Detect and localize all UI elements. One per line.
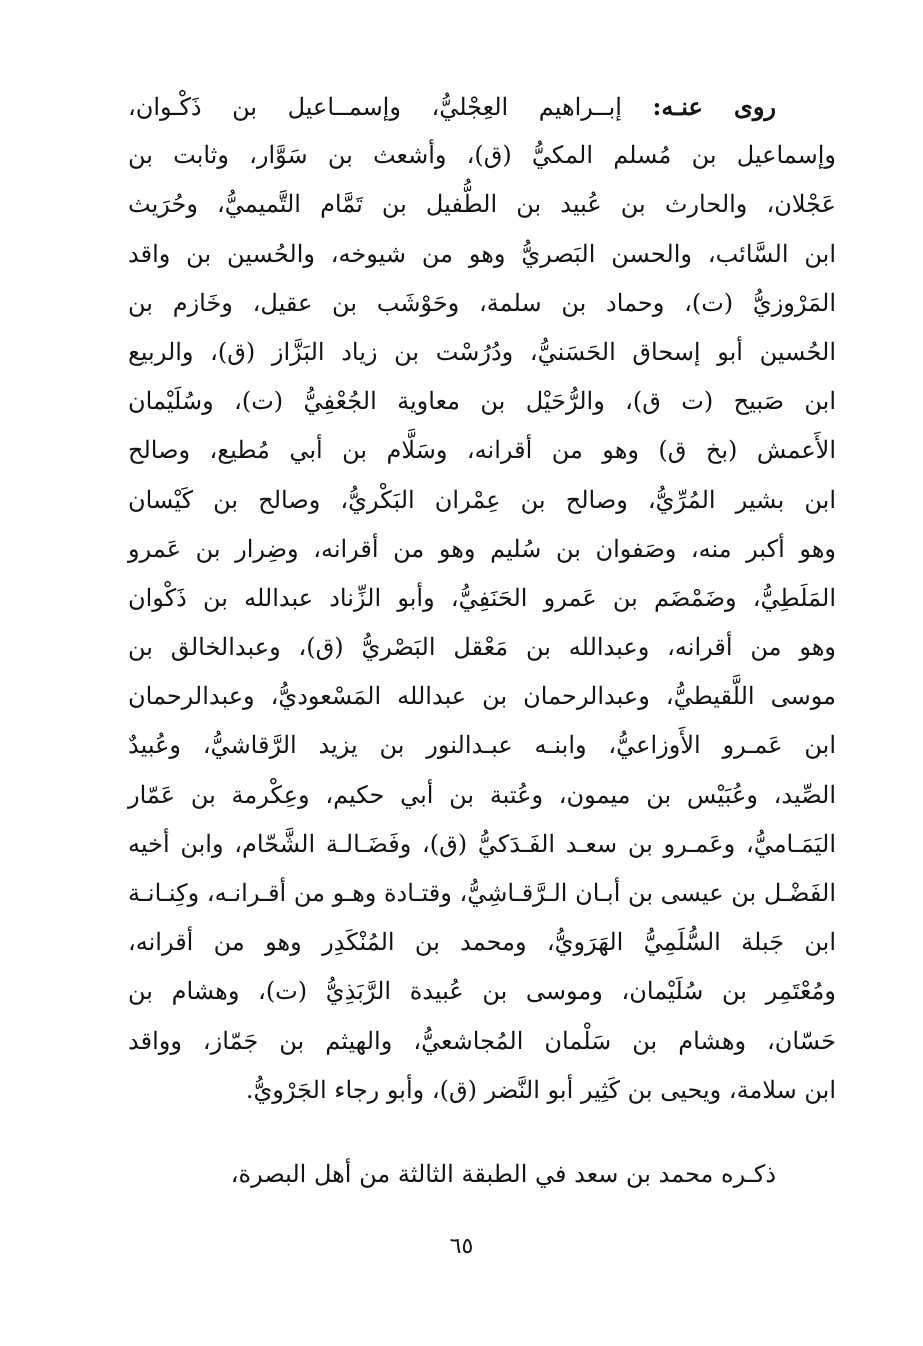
paragraph-line: ابن عَمـرو الأَوزاعيُّ، وابنـه عبـدالنور بن يزيد الرَّقاشيُّ، وعُبيدٌ — [128, 731, 836, 760]
paragraph-line: موسى اللَّقيطيُّ، وعبدالرحمان بن عبدالله المَسْعوديُّ، وعبدالرحمان — [128, 682, 836, 711]
line-text: إبــراهيم العِجْليُّ، وإسمــاعيل بن ذَكْـوان، — [128, 93, 653, 121]
paragraph-line: اليَمَـاميُّ، وعَمـرو بن سعـد الفَـدَكيُّ (ق)، وفَضَـالـة الشَّحّام، وابن أخيه — [128, 829, 836, 858]
paragraph-line-last: ابن سلامة، ويحيى بن كَثِير أبو النَّضر (ق)، وأبو رجاء الجَرْويُّ. — [245, 1075, 836, 1104]
paragraph-line: الأَعمش (بخ ق) وهو من أقرانه، وسَلَّام بن أبي مُطيع، وصالح — [128, 436, 836, 465]
paragraph-line: ذكـره محمد بن سعد في الطبقة الثالثة من أهل البصرة، — [230, 1160, 776, 1188]
paragraph-line: المَلَطِيُّ، وضَمْضَم بن عَمرو الحَنَفِيُّ، وأبو الزِّناد عبدالله بن ذَكْوان — [128, 583, 836, 612]
paragraph-line: وإسماعيل بن مُسلم المكيُّ (ق)، وأشعث بن سَوَّار، وثابت بن — [128, 141, 836, 170]
paragraph-line: حَسّان، وهشام بن سَلْمان المُجاشعيُّ، والهيثم بن جَمّاز، وواقد — [128, 1026, 836, 1055]
paragraph-line: ومُعْتَمِر بن سُلَيْمان، وموسى بن عُبيدة الرَّبَذِيُّ (ت)، وهشام بن — [128, 977, 836, 1006]
paragraph-line: ابن صَبيح (ت ق)، والرُّحَيْل بن معاوية الجُعْفِيُّ (ت)، وسُلَيْمان — [128, 387, 836, 416]
paragraph-line: ابن جَبلة السُّلَمِيُّ الهَرَويُّ، ومحمد بن المُنْكَدِر وهو من أقرانه، — [128, 928, 836, 957]
narrators-paragraph — [128, 82, 836, 1115]
paragraph-line: الحُسين أبو إسحاق الحَسَنيُّ، ودُرُسْت بن زياد البَزَّاز (ق)، والربيع — [128, 337, 836, 366]
biography-paragraph — [128, 1150, 836, 1199]
paragraph-line: ابن السَّائب، والحسن البَصريُّ وهو من شيوخه، والحُسين بن واقد — [128, 239, 836, 268]
paragraph-line: الفَضْـل بن عيسى بن أبـان الـرَّقـاشِيُّ، وقتـادة وهـو من أقـرانـه، وكِنـانـة — [128, 879, 836, 907]
paragraph-line: عَجْلان، والحارث بن عُبيد بن الطُّفيل بن تَمَّام التَّميميُّ، وحُرَيث — [128, 190, 836, 219]
page-number: ٦٥ — [449, 1234, 474, 1259]
paragraph-line: وهو من أقرانه، وعبدالله بن مَعْقل البَصْريُّ (ق)، وعبدالخالق بن — [128, 633, 836, 662]
paragraph-line: وهو أكبر منه، وصَفوان بن سُليم وهو من أقرانه، وضِرار بن عَمرو — [128, 534, 836, 563]
section-lead: روى عنـه: — [652, 92, 777, 121]
paragraph-line-1 — [128, 82, 836, 131]
paragraph-line: المَرْوزيُّ (ت)، وحماد بن سلمة، وحَوْشَب بن عقيل، وخَازم بن — [128, 288, 836, 317]
paragraph-line: ابن بشير المُرِّيُّ، وصالح بن عِمْران البَكْريُّ، وصالح بن كَيْسان — [128, 485, 836, 514]
paragraph-line: الصِّيد، وعُبَيْس بن ميمون، وعُتبة بن أبي حكيم، وعِكْرمة بن عَمّار — [128, 780, 836, 809]
